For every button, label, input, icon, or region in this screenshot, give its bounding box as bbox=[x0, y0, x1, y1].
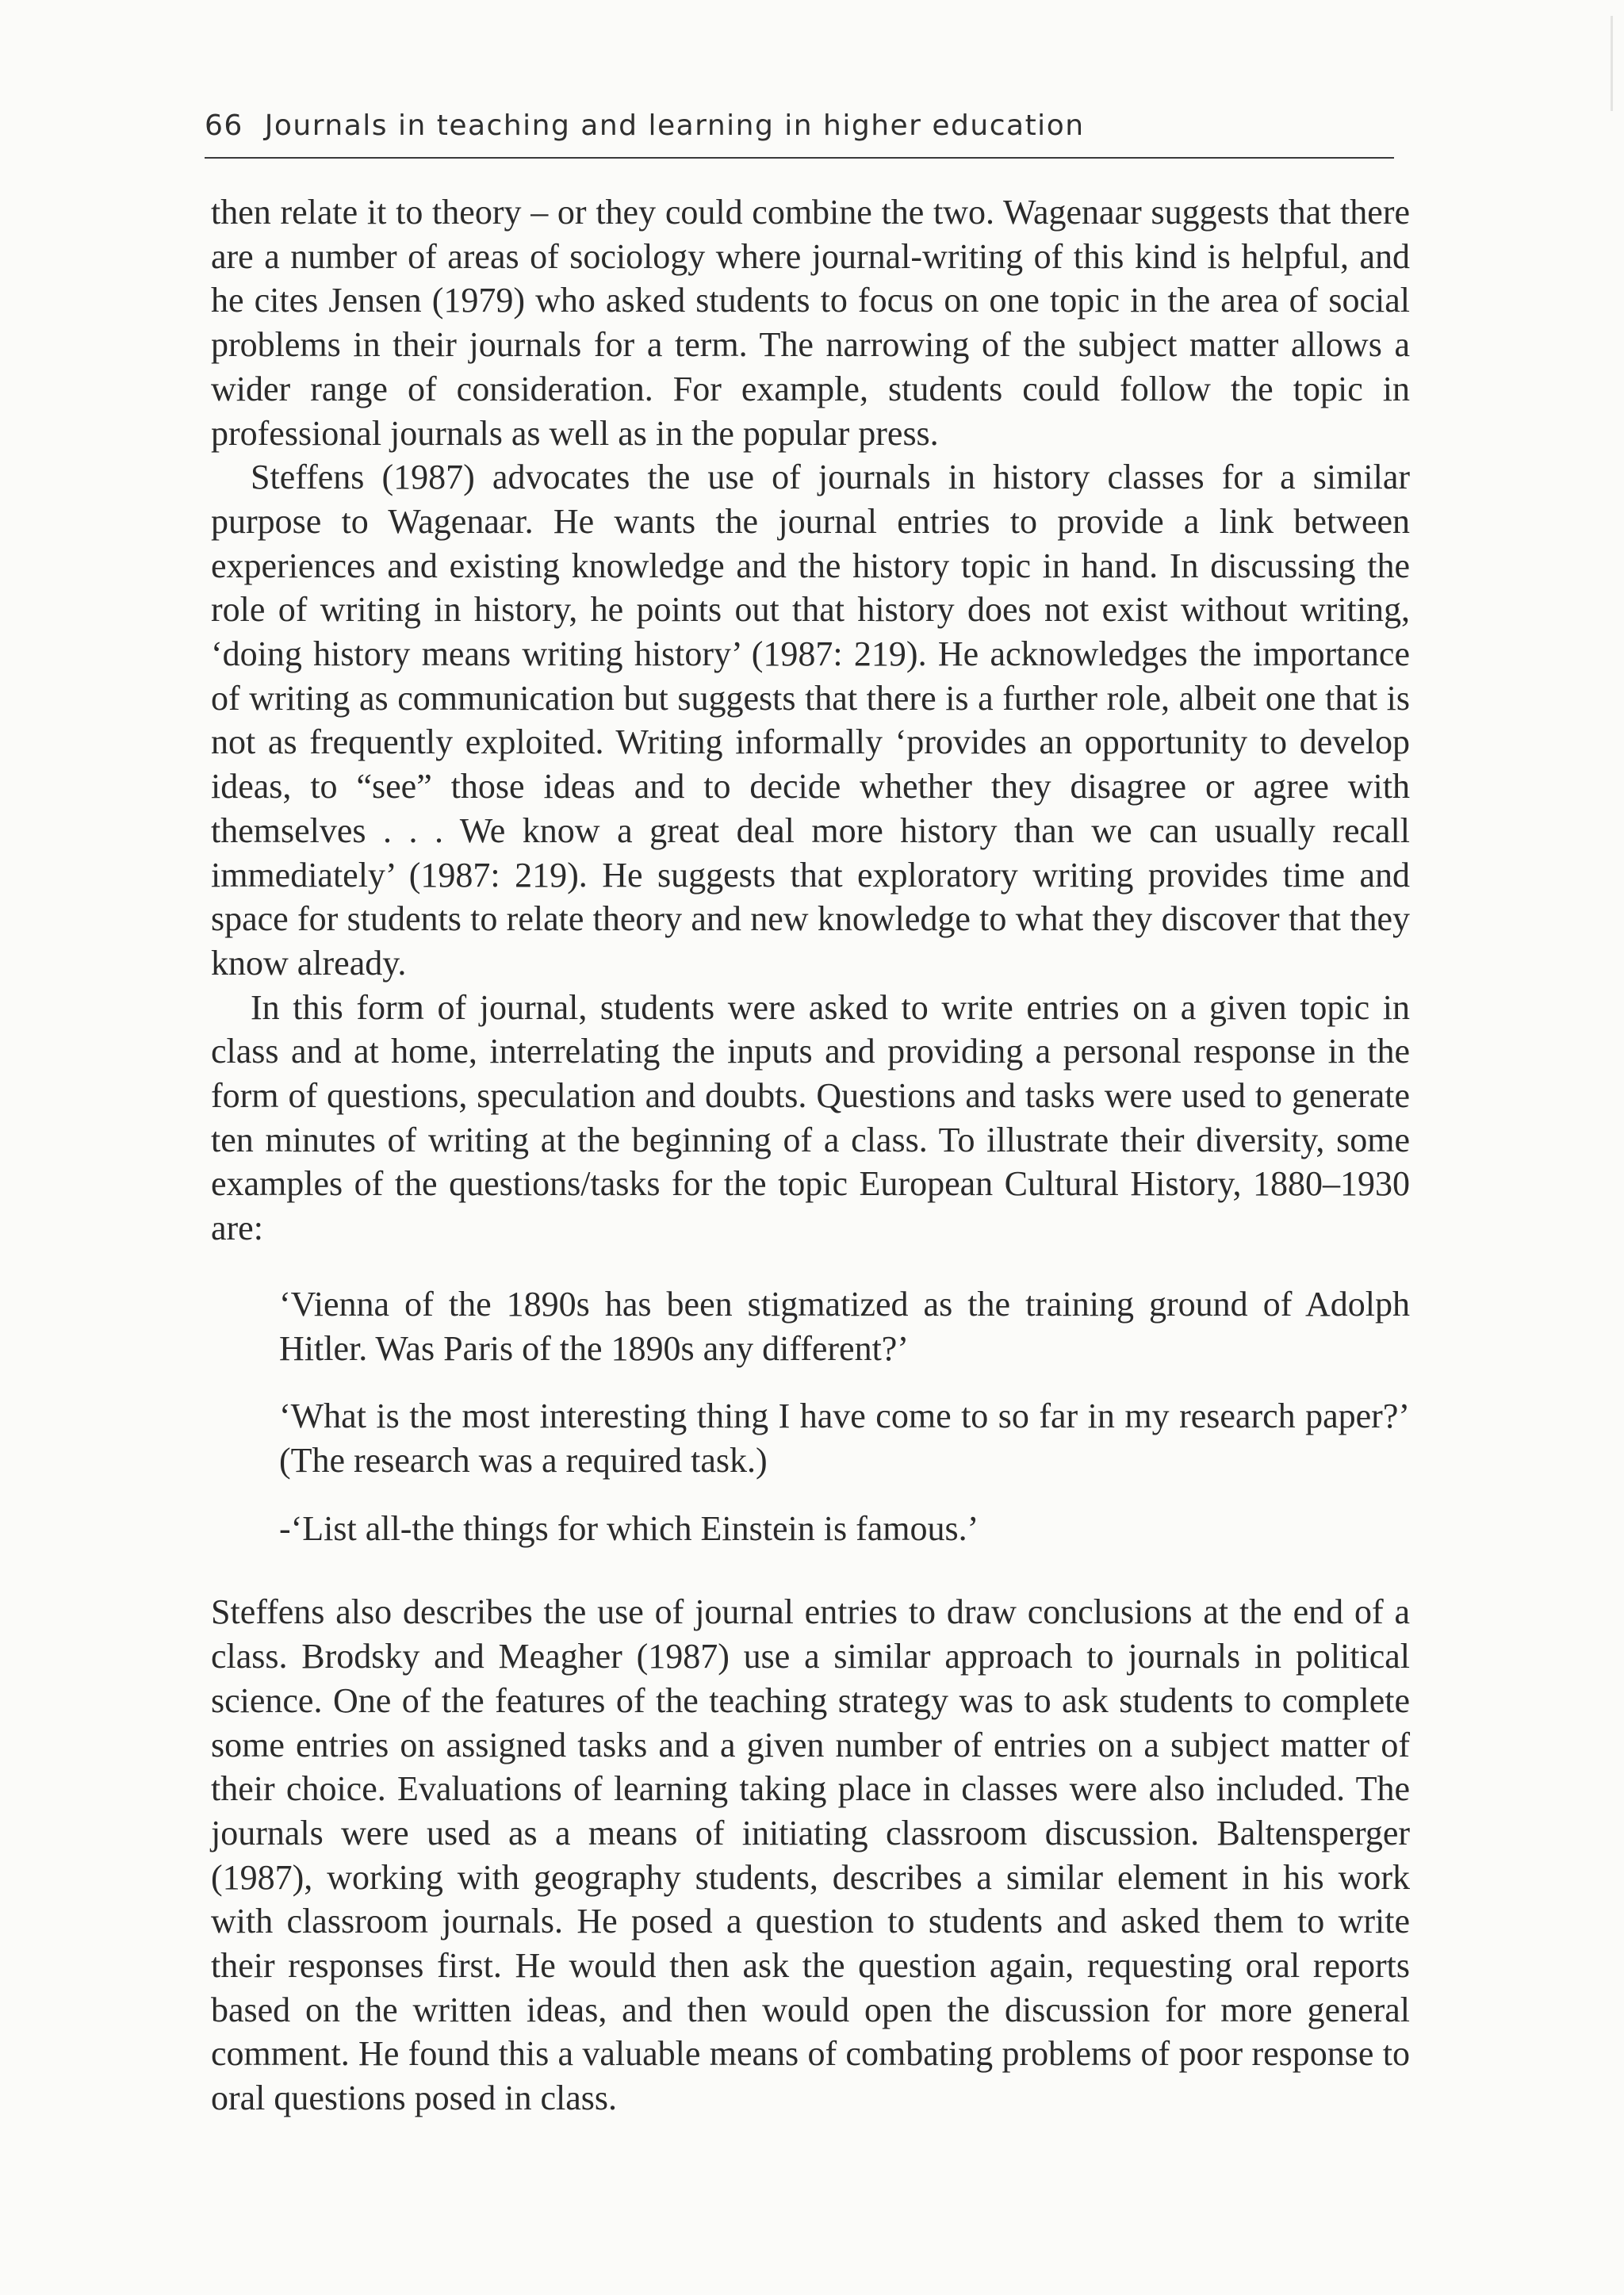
example-questions-block bbox=[279, 1282, 1410, 1551]
running-header bbox=[205, 109, 1394, 142]
running-title: Journals in teaching and learning in higher education bbox=[264, 109, 1085, 142]
page-number: 66 bbox=[205, 109, 243, 142]
extract-question: -‘List all-the things for which Einstein is famous.’ bbox=[279, 1508, 979, 1548]
page-edge-shadow bbox=[1611, 16, 1613, 111]
extract-question: ‘Vienna of the 1890s has been stigmatized as the training ground of Adolph Hitler. Was Paris of the 1890s any different?’ bbox=[279, 1284, 1410, 1368]
paragraph: In this form of journal, students were asked to write entries on a given topic in class and at home, interrelating the inputs and providing a personal response in the form of questions, speculation and doubts. Questions and tasks were used to generate ten minutes of writing at the beginning of a class. To illustrate their diversity, some examples of the questions/tasks for the topic European Cultural History, 1880–1930 are: bbox=[211, 987, 1410, 1248]
extract-question: ‘What is the most interesting thing I have come to so far in my research paper?’ (The research was a required task.) bbox=[279, 1397, 1410, 1480]
header-rule bbox=[205, 157, 1394, 159]
paragraph: then relate it to theory – or they could combine the two. Wagenaar suggests that there are a number of areas of sociology where journal-writing of this kind is helpful, and he cites Jensen (1979) who asked students to focus on one topic in the area of social problems in their journals for a term. The narrowing of the subject matter allows a wider range of consideration. For example, students could follow the topic in professional journals as well as in the popular press. bbox=[211, 193, 1410, 453]
body-text bbox=[211, 190, 1410, 2121]
paragraph: Steffens also describes the use of journal entries to draw conclusions at the end of a class. Brodsky and Meagher (1987) use a similar approach to journals in political science. One of the features of the teaching strategy was to ask students to complete some entries on assigned tasks and a given number of entries on a subject matter of their choice. Evaluations of learning taking place in classes were also included. The journals were used as a means of initiating classroom discussion. Baltensperger (1987), working with geography students, describes a similar element in his work with classroom journals. He posed a question to students and asked them to write their responses first. He would then ask the question again, requesting oral reports based on the written ideas, and then would open the discussion for more general comment. He found this a valuable means of combating problems of poor response to oral questions posed in class. bbox=[211, 1592, 1410, 2118]
paragraph: Steffens (1987) advocates the use of journals in history classes for a similar purpose to Wagenaar. He wants the journal entries to provide a link between experiences and existing knowledge and the history topic in hand. In discussing the role of writing in history, he points out that history does not exist without writing, ‘doing history means writing history’ (1987: 219). He acknowledges the importance of writing as communication but suggests that there is a further role, albeit one that is not as frequently exploited. Writing informally ‘provides an opportunity to develop ideas, to “see” those ideas and to decide whether they disagree or agree with themselves . . . We know a great deal more history than we can usually recall immediately’ (1987: 219). He suggests that exploratory writing provides time and space for students to relate theory and new knowledge to what they discover that they know already. bbox=[211, 458, 1410, 983]
